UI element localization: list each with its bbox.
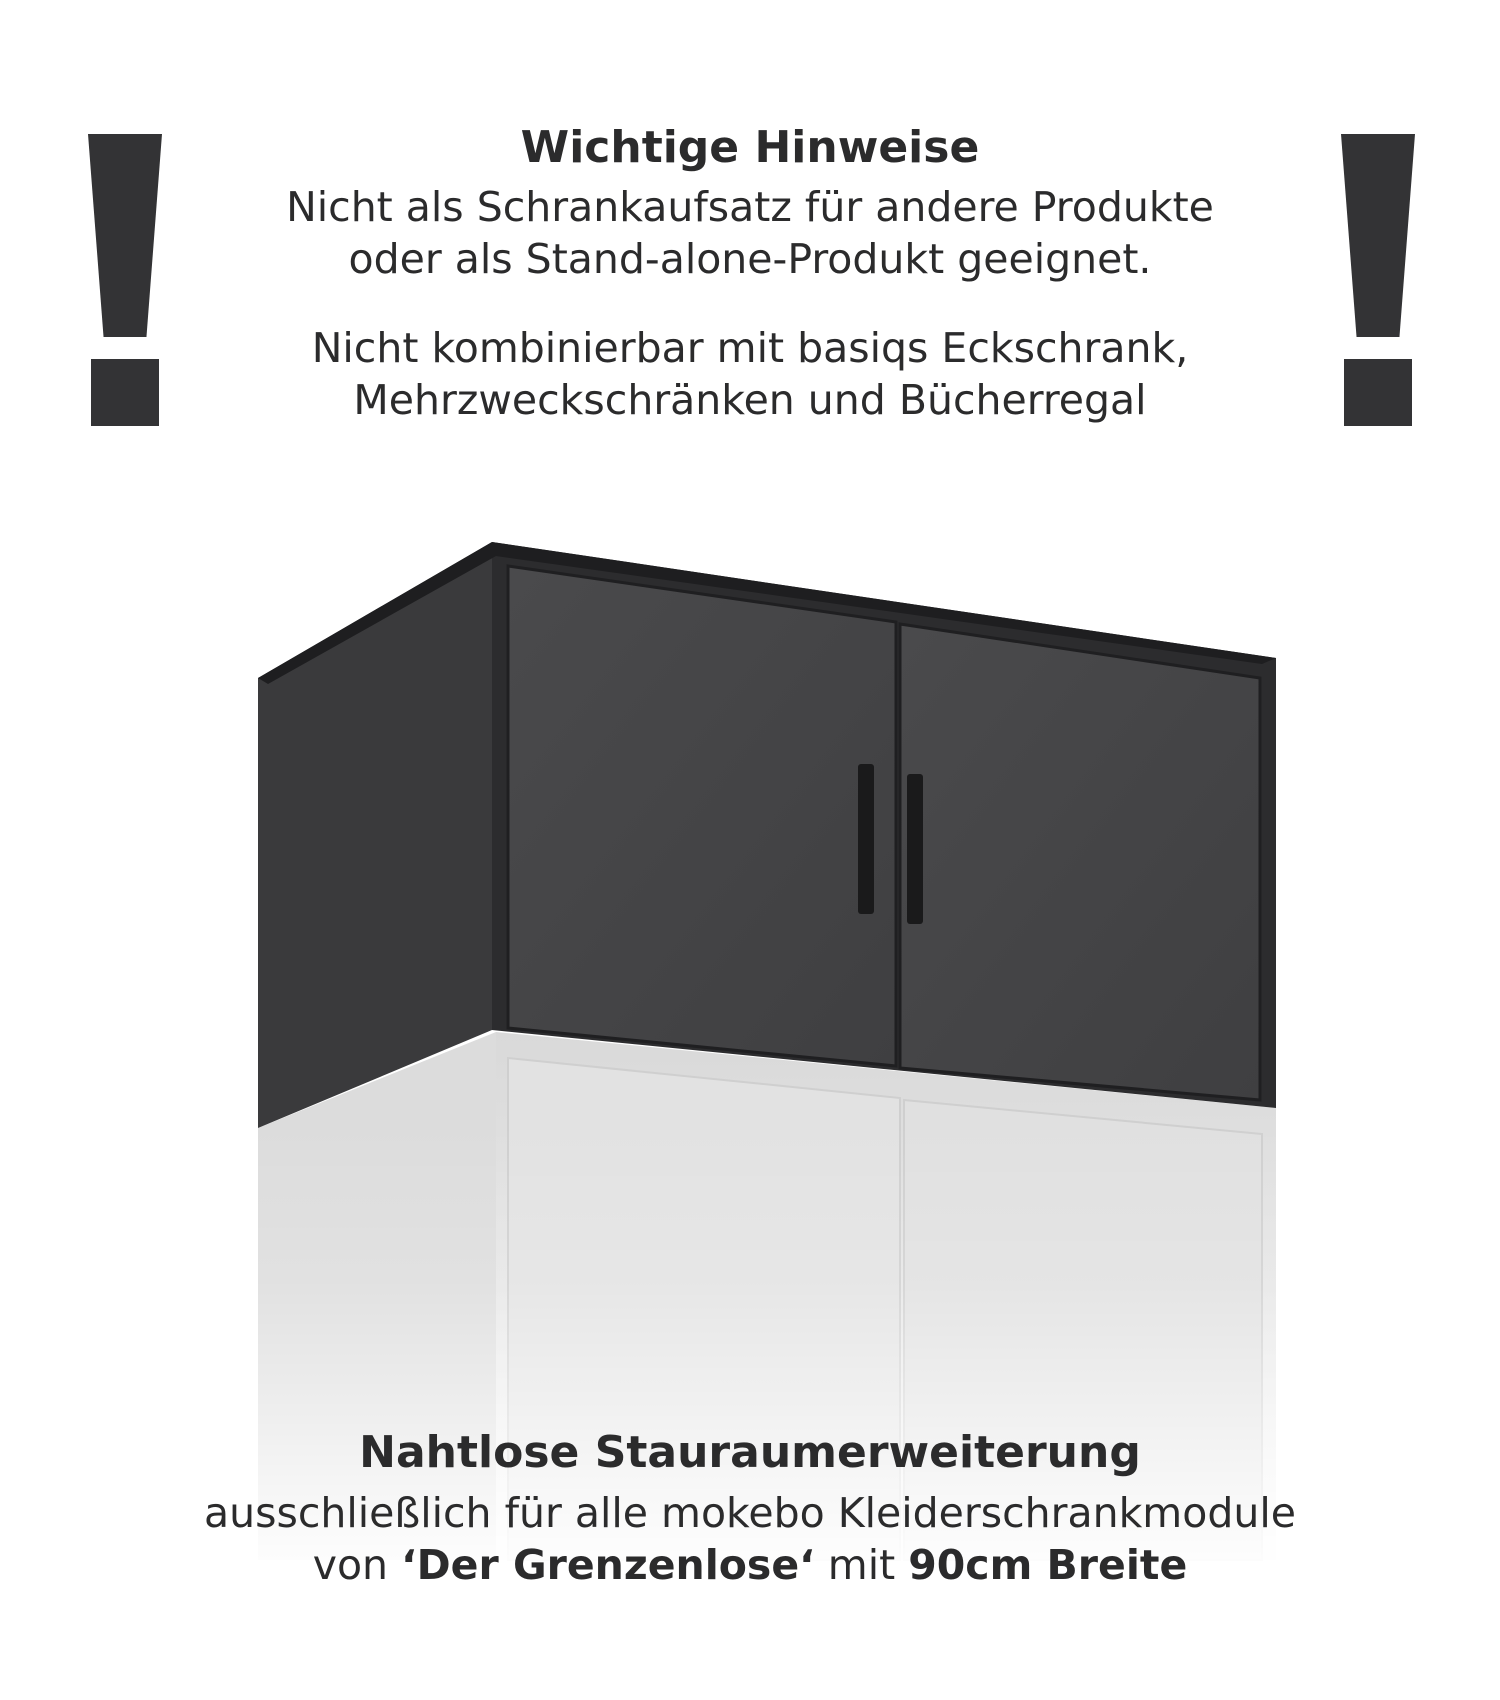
top-cabinet <box>258 542 1276 1128</box>
cabinet-door-left <box>508 566 896 1066</box>
feature-connector: mit <box>814 1541 909 1589</box>
feature-line-2 <box>0 1539 1500 1591</box>
door-handle-right <box>907 774 923 924</box>
door-handle-left <box>858 764 874 914</box>
feature-prefix: von <box>312 1541 402 1589</box>
feature-text <box>0 1487 1500 1591</box>
product-name: ‘Der Grenzenlose‘ <box>401 1541 815 1589</box>
notice-line: Mehrzweckschränken und Bücherregal <box>353 376 1147 424</box>
feature-heading: Nahtlose Stauraumerweiterung <box>359 1427 1141 1478</box>
notice-line: oder als Stand-alone-Produkt geeignet. <box>348 235 1152 283</box>
notice-heading: Wichtige Hinweise <box>520 122 980 173</box>
notice-line: Nicht kombinierbar mit basiqs Eckschrank, <box>311 324 1189 372</box>
notice-line: Nicht als Schrankaufsatz für andere Produkte <box>286 183 1214 231</box>
cabinet-door-right <box>900 624 1260 1100</box>
width-spec: 90cm Breite <box>908 1541 1188 1589</box>
feature-line: ausschließlich für alle mokebo Kleiderschrankmodule <box>204 1489 1296 1537</box>
